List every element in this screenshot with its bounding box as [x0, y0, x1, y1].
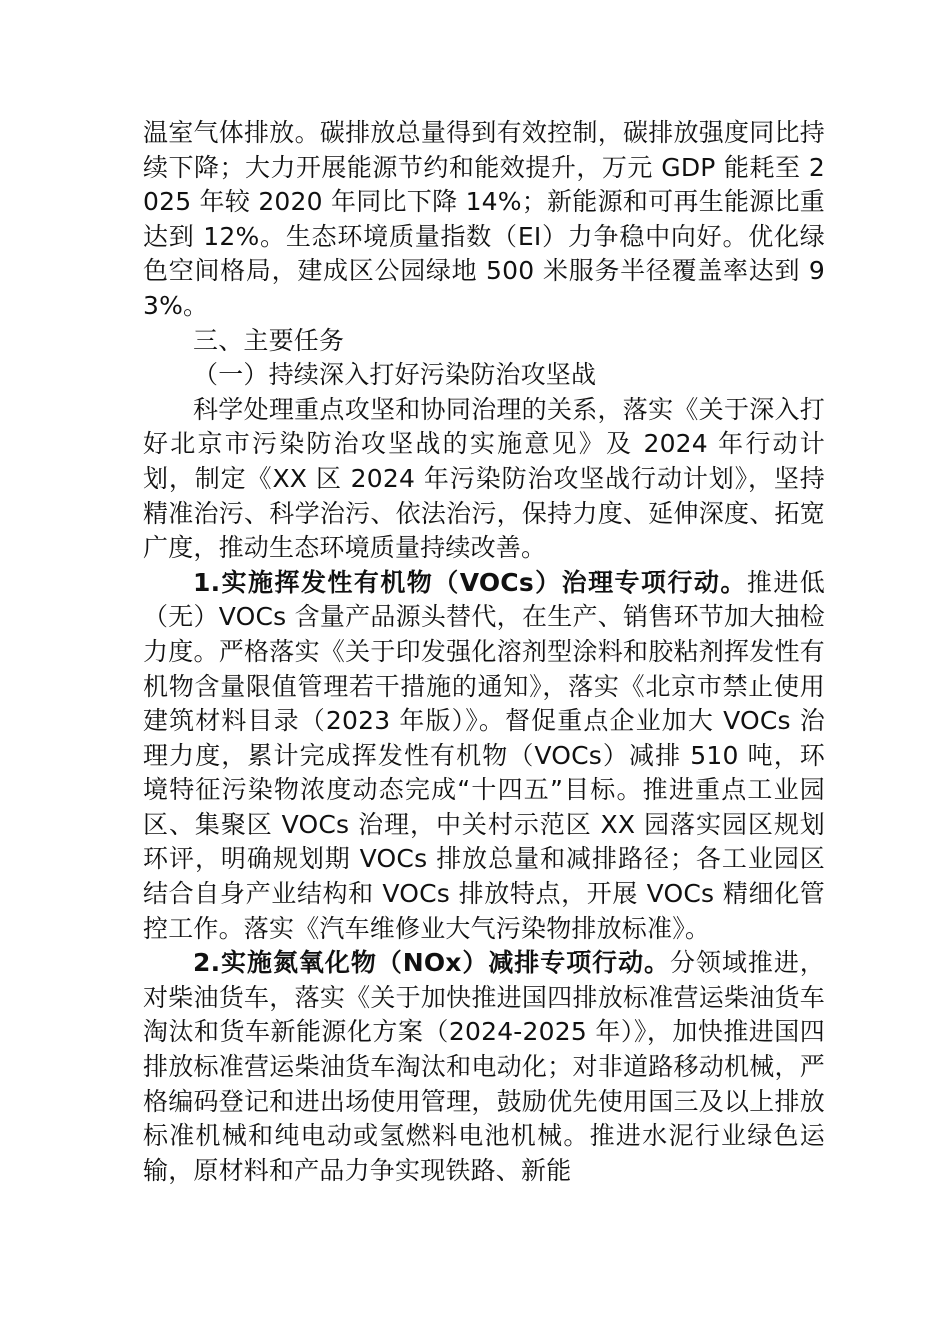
section-heading-main-tasks: 三、主要任务 [193, 325, 345, 355]
subsection-heading-pollution-prevention: （一）持续深入打好污染防治攻坚战 [193, 360, 597, 390]
nox-action-heading: 2.实施氮氧化物（NOx）减排专项行动。 [193, 948, 671, 978]
vocs-action-text: 推进低（无）VOCs 含量产品源头替代，在生产、销售环节加大抽检力度。严格落实《关于印发强化溶剂型涂料和胶粘剂挥发性有机物含量限值管理若干措施的通知》，落实《北京市禁止使用建筑材料目录（2023 年版）》。督促重点企业加大 VOCs 治理力度，累计完成挥发性有机物（VOCs）减排 510 吨，环境特征污染物浓度动态完成“十四五”目标。推进重点工业园区、集聚区 VOCs 治理，中关村示范区 XX 园落实园区规划环评，明确规划期 VOCs 排放总量和减排路径；各工业园区结合自身产业结构和 VOCs 排放特点，开展 VOCs 精细化管控工作。落实《汽车维修业大气污染物排放标准》。 [143, 567, 825, 943]
paragraph-vocs-action [143, 566, 825, 947]
paragraph-targets: 温室气体排放。碳排放总量得到有效控制，碳排放强度同比持续下降；大力开展能源节约和能效提升，万元 GDP 能耗至 2025 年较 2020 年同比下降 14%；新能源和可再生能源比重达到 12%。生态环境质量指数（EI）力争稳中向好。优化绿色空间格局，建成区公园绿地 500 米服务半径覆盖率达到 93%。 [143, 118, 825, 320]
nox-action-text: 分领域推进，对柴油货车，落实《关于加快推进国四排放标准营运柴油货车淘汰和货车新能源化方案（2024-2025 年）》，加快推进国四排放标准营运柴油货车淘汰和电动化；对非道路移动机械，严格编码登记和进出场使用管理，鼓励优先使用国三及以上排放标准机械和纯电动或氢燃料电池机械。推进水泥行业绿色运输，原材料和产品力争实现铁路、新能 [143, 948, 826, 1185]
paragraph-pollution-prevention: 科学处理重点攻坚和协同治理的关系，落实《关于深入打好北京市污染防治攻坚战的实施意见》及 2024 年行动计划，制定《XX 区 2024 年污染防治攻坚战行动计划》，坚持精准治污、科学治污、依法治污，保持力度、延伸深度、拓宽广度，推动生态环境质量持续改善。 [143, 394, 825, 563]
vocs-action-heading: 1.实施挥发性有机物（VOCs）治理专项行动。 [193, 567, 747, 597]
document-body [143, 116, 825, 1188]
paragraph-nox-action [143, 946, 825, 1188]
